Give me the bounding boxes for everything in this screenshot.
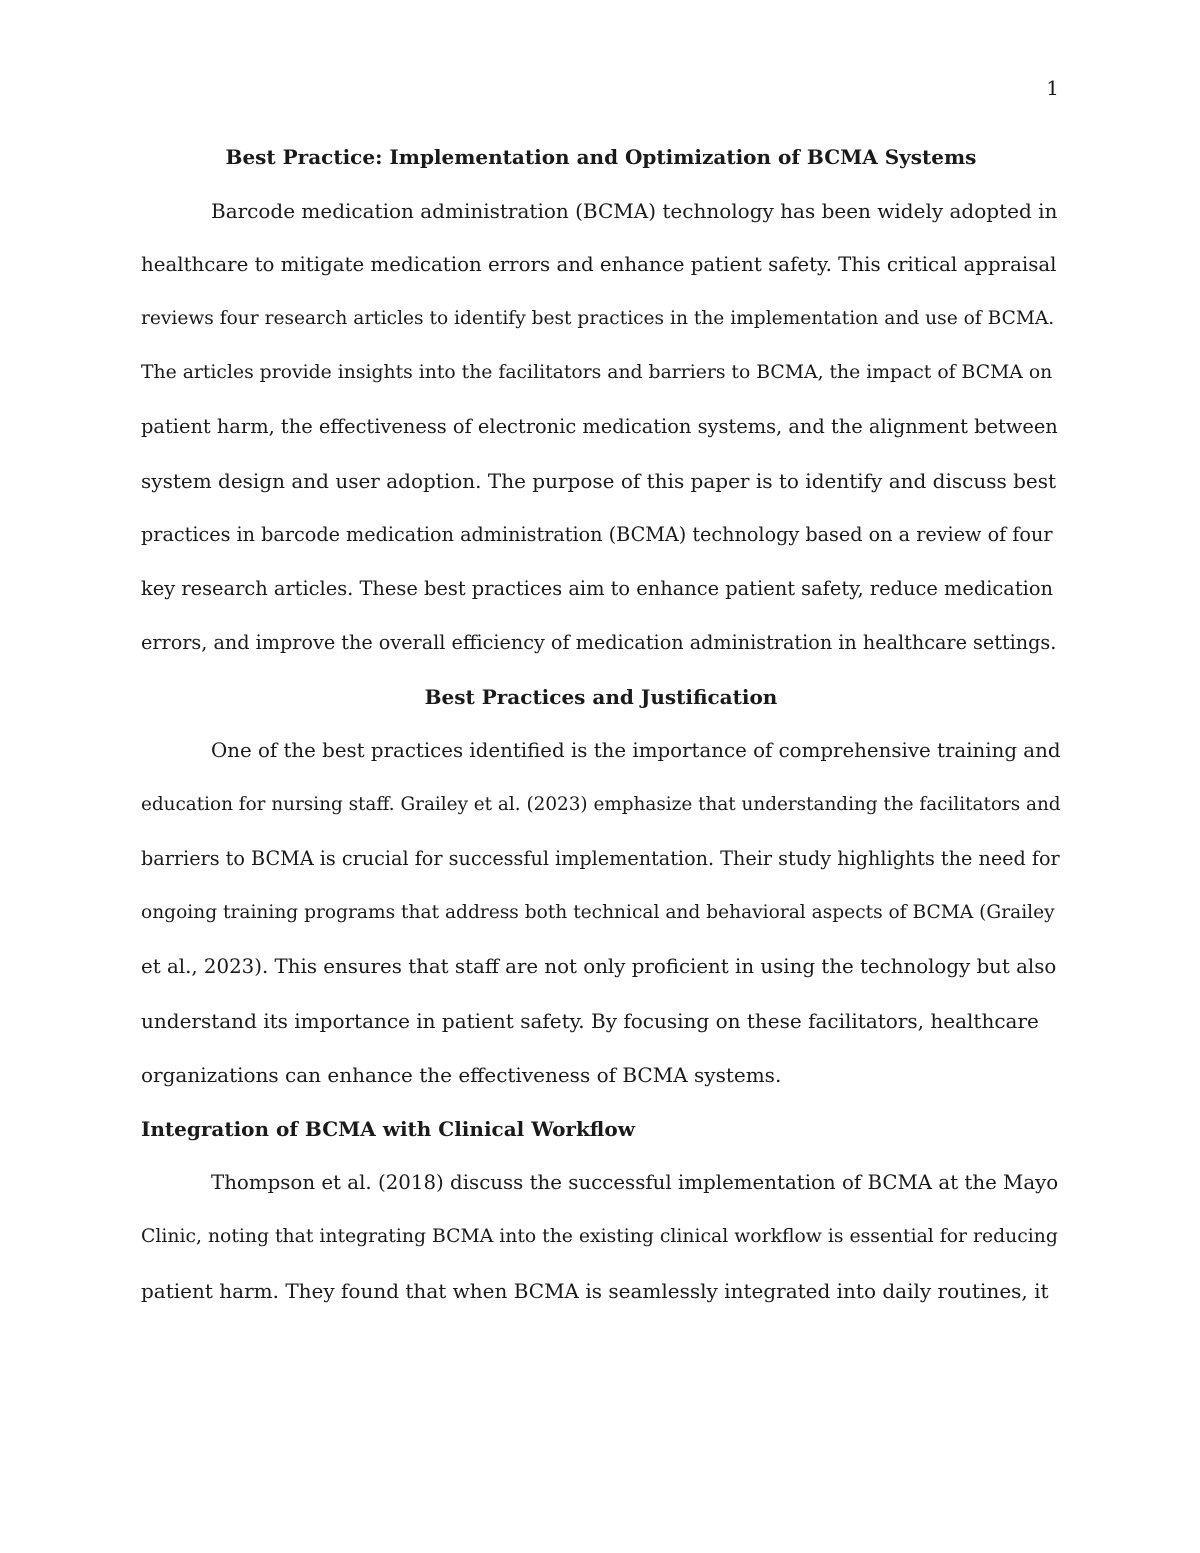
paragraph-best-practices (141, 724, 1061, 1102)
paragraph-line: organizations can enhance the effectiveness of BCMA systems. (141, 1063, 782, 1087)
paragraph-line: patient harm, the effectiveness of electronic medication systems, and the alignment between (141, 415, 1058, 438)
paragraph-line: errors, and improve the overall efficiency of medication administration in healthcare settings. (141, 631, 1057, 654)
paragraph-intro (141, 184, 1061, 670)
paragraph-line: reviews four research articles to identify best practices in the implementation and use of BCMA. (141, 308, 1055, 329)
paragraph-line: practices in barcode medication administration (BCMA) technology based on a review of four (141, 523, 1053, 546)
paragraph-line: understand its importance in patient safety. By focusing on these facilitators, healthcare (141, 1009, 1039, 1033)
paragraph-line: Thompson et al. (2018) discuss the successful implementation of BCMA at the Mayo (211, 1171, 1059, 1194)
paragraph-line: The articles provide insights into the facilitators and barriers to BCMA, the impact of BCMA on (141, 362, 1053, 383)
paragraph-integration (141, 1156, 1061, 1318)
paragraph-line: One of the best practices identified is the importance of comprehensive training and (211, 739, 1061, 762)
section-heading: Best Practices and Justification (424, 685, 778, 709)
paragraph-line: patient harm. They found that when BCMA is seamlessly integrated into daily routines, it (141, 1279, 1049, 1303)
paragraph-line: system design and user adoption. The purpose of this paper is to identify and discuss best (141, 469, 1057, 493)
paragraph-line: ongoing training programs that address both technical and behavioral aspects of BCMA (Grailey (141, 902, 1055, 923)
paragraph-line: barriers to BCMA is crucial for successful implementation. Their study highlights the need for (141, 847, 1060, 870)
paragraph-line: healthcare to mitigate medication errors and enhance patient safety. This critical appraisal (141, 253, 1057, 276)
subsection-heading: Integration of BCMA with Clinical Workflow (141, 1117, 635, 1141)
paragraph-line: key research articles. These best practices aim to enhance patient safety, reduce medication (141, 577, 1054, 600)
document-title: Best Practice: Implementation and Optimization of BCMA Systems (225, 145, 977, 169)
paragraph-line: Barcode medication administration (BCMA) technology has been widely adopted in (211, 199, 1058, 223)
paragraph-line: et al., 2023). This ensures that staff are not only proficient in using the technology but also (141, 955, 1057, 978)
paragraph-line: Clinic, noting that integrating BCMA into the existing clinical workflow is essential for reducing (141, 1226, 1058, 1247)
paragraph-line: education for nursing staff. Grailey et al. (2023) emphasize that understanding the facilitators and (141, 794, 1061, 815)
page-number: 1 (1046, 76, 1059, 100)
document-body (141, 130, 1061, 1318)
